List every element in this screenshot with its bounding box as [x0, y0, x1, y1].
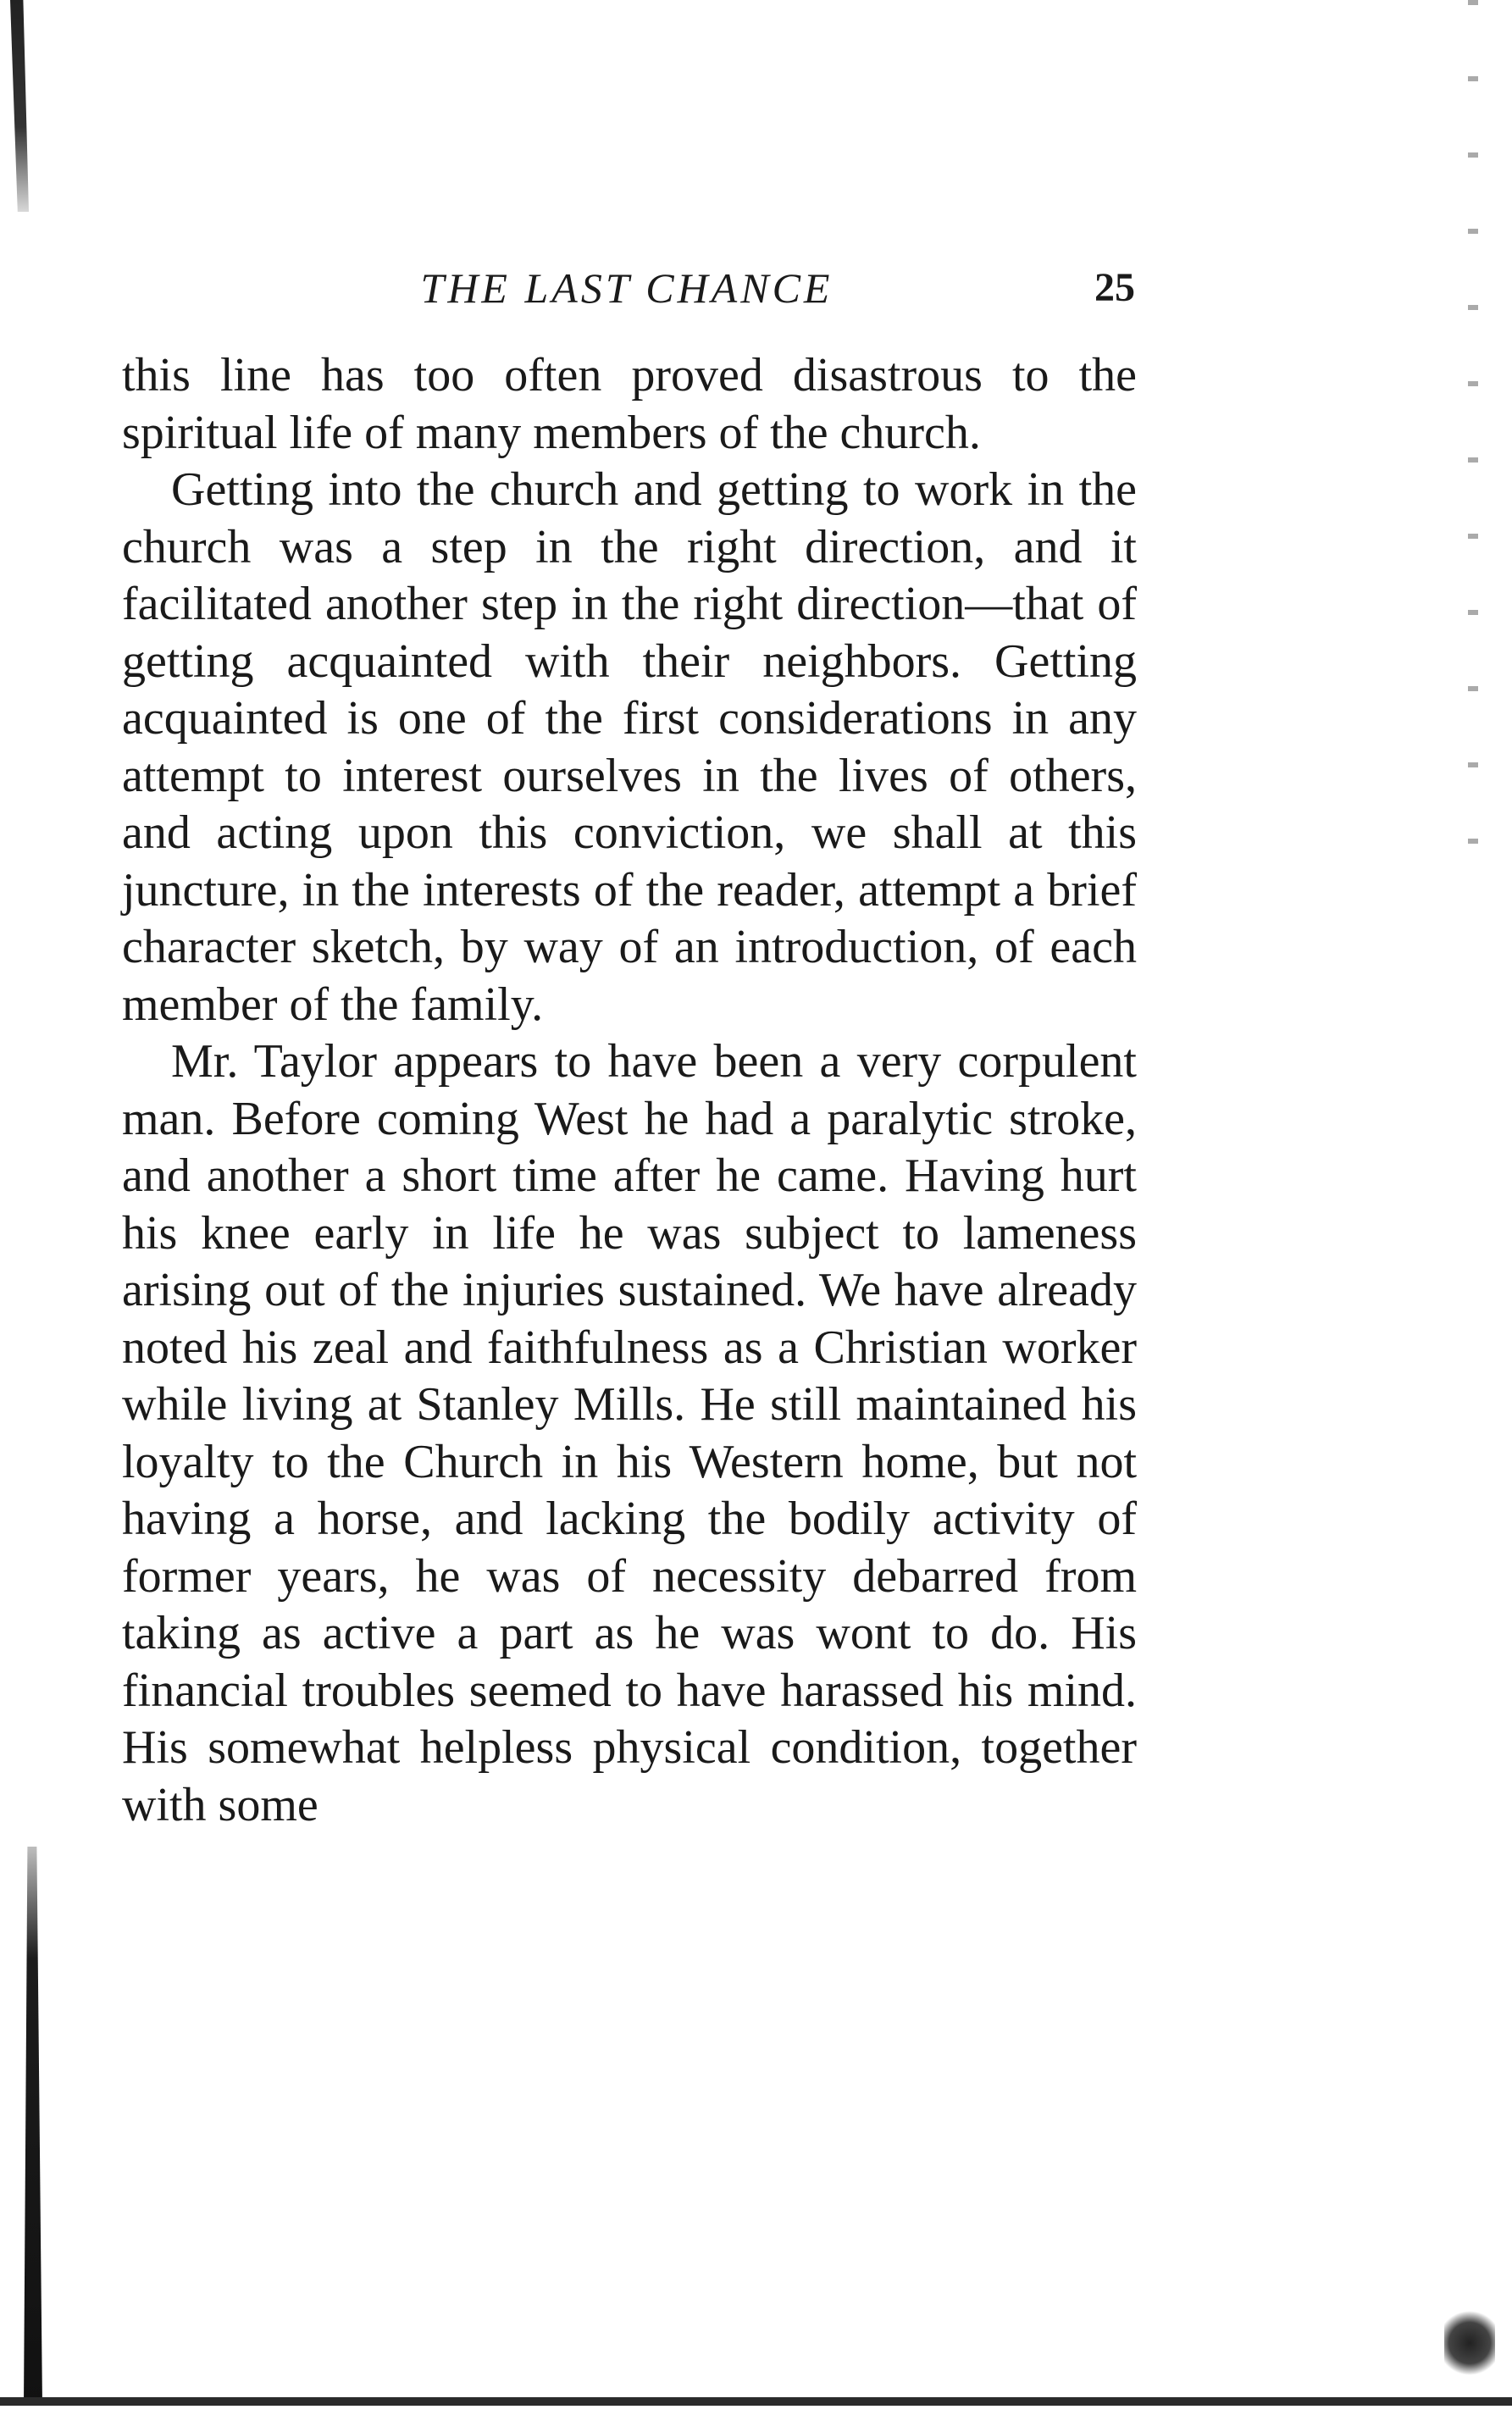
bottom-edge-rule [0, 2397, 1512, 2406]
binding-edge-artifact [10, 0, 29, 212]
margin-specks [1468, 0, 1478, 847]
paragraph-mr-taylor: Mr. Taylor appears to have been a very corpulent man. Before coming West he had a paralytic stroke, and another a short time after he came. Having hurt his knee early in life he was subject to lameness arising out of the injuries sustained. We have already noted his zeal and faithfulness as a Christian worker while living at Stanley Mills. He still maintained his loyalty to the Church in his Western home, but not having a horse, and lacking the bodily activity of former years, he was of necessity debarred from taking as active a part as he was wont to do. His financial troubles seemed to have harassed his mind. His somewhat helpless physical condition, together with some [122, 1035, 1137, 1831]
paragraph-continuation: this line has too often proved disastrous to the spiritual life of many members of the church. [122, 349, 1137, 459]
binding-edge-artifact-lower [24, 1847, 42, 2406]
body-text [122, 347, 1137, 1834]
running-title: THE LAST CHANCE [420, 264, 834, 312]
paragraph-getting-acquainted: Getting into the church and getting to work in the church was a step in the right direction, and it facilitated another step in the right direction—that of getting acquainted with their neighbors. Getting acquainted is one of the first considerations in any attempt to interest ourselves in the lives of others, and acting upon this conviction, we shall at this juncture, in the interests of the reader, attempt a brief character sketch, by way of an introduction, of each member of the family. [122, 463, 1137, 1031]
page-number: 25 [1094, 265, 1135, 310]
corner-blot [1444, 2305, 1495, 2381]
running-header [119, 254, 1135, 322]
